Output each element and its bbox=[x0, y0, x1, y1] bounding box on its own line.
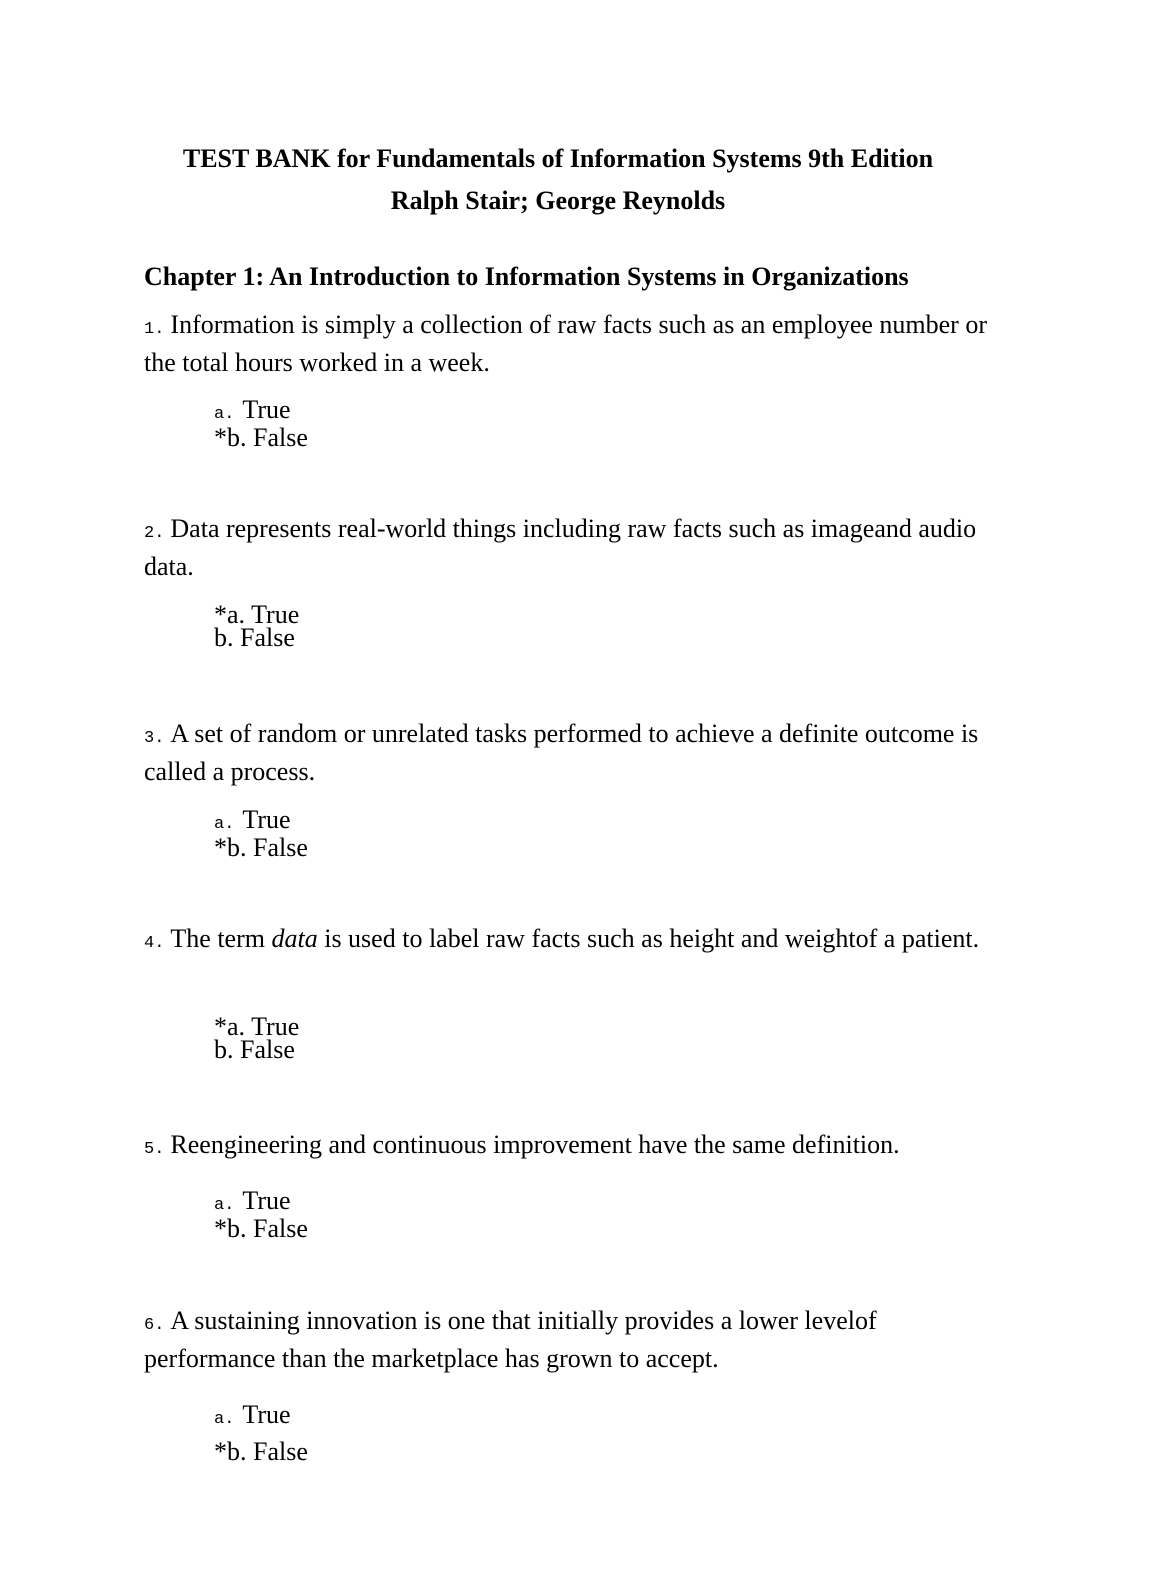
question-text-after: is used to label raw facts such as height and weightof a patient. bbox=[317, 924, 980, 953]
options-4 bbox=[214, 1012, 300, 1064]
option-a: *a. True bbox=[214, 1012, 300, 1041]
question-number: 6. bbox=[144, 1316, 165, 1335]
question-2 bbox=[144, 512, 1004, 583]
option-a: *a. True bbox=[214, 600, 300, 629]
question-number: 1. bbox=[144, 320, 165, 339]
question-number: 5. bbox=[144, 1140, 165, 1159]
options-3 bbox=[214, 805, 308, 862]
question-text-italic: data bbox=[271, 924, 318, 953]
question-number: 4. bbox=[144, 934, 165, 953]
document-title bbox=[0, 138, 1116, 222]
question-5 bbox=[144, 1128, 1004, 1166]
question-text: Reengineering and continuous improvement have the same definition. bbox=[170, 1130, 900, 1159]
question-6 bbox=[144, 1304, 1004, 1375]
option-b: *b. False bbox=[214, 423, 308, 452]
question-text: A set of random or unrelated tasks performed to achieve a definite outcome is called a process. bbox=[144, 719, 979, 786]
option-b: *b. False bbox=[214, 1437, 308, 1466]
title-line-2: Ralph Stair; George Reynolds bbox=[390, 186, 726, 215]
chapter-heading: Chapter 1: An Introduction to Information Systems in Organizations bbox=[144, 262, 909, 291]
question-number: 3. bbox=[144, 729, 165, 748]
title-line-1: TEST BANK for Fundamentals of Information Systems 9th Edition bbox=[182, 144, 934, 173]
question-number: 2. bbox=[144, 524, 165, 543]
option-a: a. True bbox=[214, 805, 291, 834]
question-4 bbox=[144, 922, 1004, 960]
option-a: a. True bbox=[214, 1186, 291, 1215]
question-text-before: The term bbox=[170, 924, 272, 953]
option-b: b. False bbox=[214, 1035, 295, 1064]
option-a: a. True bbox=[214, 1400, 291, 1429]
option-b: b. False bbox=[214, 623, 295, 652]
options-2 bbox=[214, 600, 300, 652]
question-text: A sustaining innovation is one that initially provides a lower levelof performance than the marketplace has grown to accept. bbox=[144, 1306, 877, 1373]
question-text: Information is simply a collection of raw facts such as an employee number or the total hours worked in a week. bbox=[144, 310, 987, 377]
options-5 bbox=[214, 1186, 308, 1243]
options-6 bbox=[214, 1399, 308, 1468]
options-1 bbox=[214, 395, 308, 452]
question-text: Data represents real-world things including raw facts such as imageand audio data. bbox=[144, 514, 977, 581]
option-b: *b. False bbox=[214, 1214, 308, 1243]
option-b: *b. False bbox=[214, 833, 308, 862]
question-1 bbox=[144, 308, 1004, 379]
question-3 bbox=[144, 717, 1004, 788]
option-a: a. True bbox=[214, 395, 291, 424]
